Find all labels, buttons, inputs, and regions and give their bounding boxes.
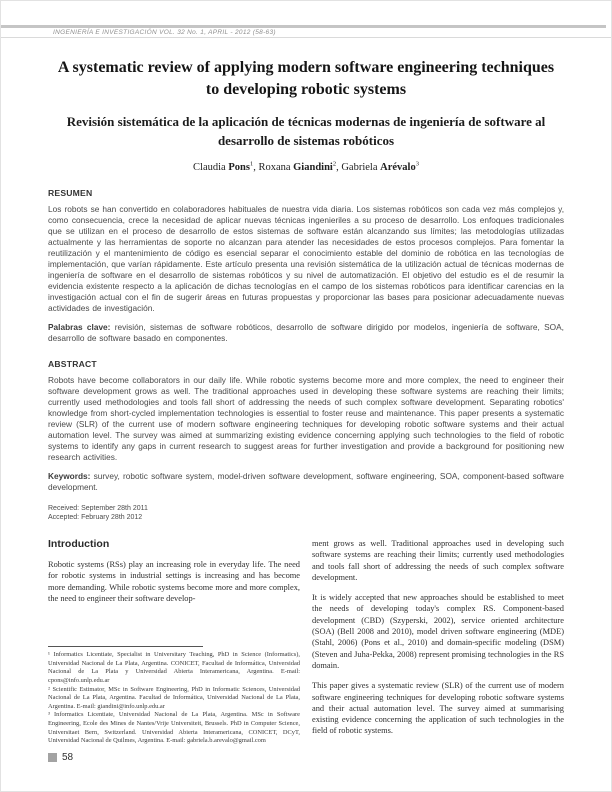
header-divider xyxy=(1,37,612,38)
author-given: Gabriela xyxy=(341,161,381,173)
author-surname: Arévalo xyxy=(380,161,416,173)
keywords xyxy=(48,471,564,493)
received-date: Received: September 28th 2011 xyxy=(48,504,148,512)
body-paragraph: This paper gives a systematic review (SLR) of the current use of modern software engineering techniques for developing robotic software systems and their actual automation level. The survey aimed at summarising existing evidence concerning the application of such technologies in the field of robotic systems. xyxy=(312,681,564,736)
resumen-body: Los robots se han convertido en colaboradores habituales de nuestra vida diaria. Los sistemas robóticos son cada vez más complejos y, como consecuencia, crece la necesidad de aplicar nuevas técnicas ingenieriles a su proceso de desarrollo. Los enfoques tradicionales que se utilizan en el proceso de desarrollo de estos sistemas de software están alcanzando sus límites; las metodologías utilizadas actualmente y las herramientas de soporte no alcanzan para atender las necesidades de estos procesos complejos. Para fomentar la reutilización y el mantenimiento de código es esencial separar el conocimiento estable del dominio de robótica en las tecnologías de implementación, que varían rápidamente. Este artículo presenta una revisión sistemática de la utilización actual de técnicas modernas de ingeniería de software en el desarrollo de sistemas robóticos y su nivel de automatización. El objetivo del estudio es el de resumir la evidencia existente respecto a la aplicación de dichas tecnologías en el campo de los sistemas robóticos para identificar carencias en la investigación actual con el fin de sugerir áreas en futuras propuestas y proporcionar las bases para posicionar adecuadamente nuevas actividades de investigación. xyxy=(48,203,564,313)
resumen-heading: RESUMEN xyxy=(48,187,93,198)
footnote-divider xyxy=(48,646,203,647)
header-accent-bar xyxy=(1,25,606,28)
author-separator: , xyxy=(336,161,342,173)
accepted-date: Accepted: February 28th 2012 xyxy=(48,514,143,522)
body-paragraph: ment grows as well. Traditional approaches used in developing such software systems are reaching their limits; currently used methodologies and tools fall short of addressing the needs of such complex software development. xyxy=(312,538,564,582)
palabras-clave-label: Palabras clave: xyxy=(48,321,111,332)
author xyxy=(341,162,419,173)
authors-line xyxy=(48,160,564,173)
author xyxy=(258,162,341,173)
body-paragraph: It is widely accepted that new approaches should be established to meet the needs of developing today's complex RS. Component-based development (CBD) (Szyperski, 2002), service oriented architecture (SOA) (Bell 2008 and 2010), model driven software engineering (MDE) (Stahl, 2006) (Pons et al., 2010) and domain-specific modeling (DSM) (Steven and Juha-Pekka, 2008) represent promising technologies in the RS domain. xyxy=(312,593,564,670)
footnote-2: ² Scientific Estimator, MSc in Software Engineering, PhD in Informatic Sciences, Universidad Nacional de La Plata, Argentina. Facultad de Informática, Universidad Nacional de La Plata, Argentina. E-mail: giandini@info.unlp.edu.ar xyxy=(48,685,300,710)
palabras-clave-list: revisión, sistemas de software robóticos, desarrollo de software dirigido por modelos, ingeniería de software, SOA, desarrollo de software basado en componentes. xyxy=(48,321,564,343)
author-footnote-marker: 1 xyxy=(249,160,254,168)
page-footer xyxy=(48,752,73,763)
author-given: Roxana xyxy=(258,161,294,173)
author-separator: , xyxy=(253,161,259,173)
author-footnote-marker: 2 xyxy=(332,160,337,168)
abstract-body: Robots have become collaborators in our daily life. While robotic systems become more and more complex, the need to engineer their software development grows as well. The traditional approaches used in developing these software systems are reaching their limits; currently used methodologies and tools fall short of addressing the needs of such complex software development. Separating robotics' knowledge from short-cycled implementation technologies is essential to foster reuse and maintenance. This paper presents a systematic review (SLR) of the current use of modern software engineering techniques for developing robotic software systems and their actual automation level. The survey was aimed at summarizing existing evidence concerning applying such technologies to the field of robotic systems to identify any gaps in current research to suggest areas for further investigation and provide a background for positioning new research activities. xyxy=(48,374,564,462)
author xyxy=(193,162,258,173)
introduction-paragraph: Robotic systems (RSs) play an increasing role in everyday life. The need for robotic systems in industrial settings is increasing and has become more demanding. While robotic systems become more and more complex, the need to engineer their software develop- xyxy=(48,559,300,603)
author-footnote-marker: 3 xyxy=(415,160,419,168)
page-content xyxy=(1,1,611,746)
author-surname: Giandini xyxy=(293,161,333,173)
palabras-clave xyxy=(48,322,564,344)
page-number: 58 xyxy=(62,752,74,763)
body-columns xyxy=(48,538,564,746)
column-left xyxy=(48,538,300,746)
footnote-3: ³ Informatics Licentiate, Universidad Nacional de La Plata, Argentina. MSc in Software Engineering, Ecole des Mines de Nantes/Vrije Universiteit, Brussels. PhD in Computer Science, Universitaet Bern, Switzerland. Universidad Abierta Interamericana, CONICET, DCyT, Universidad Nacional de Quilmes, Argentina. E-mail: gabriela.b.arevalo@gmail.com xyxy=(48,711,300,745)
footnote-1: ¹ Informatics Licentiate, Specialist in Universitary Teaching, PhD in Science (Informatics), Universidad Nacional de La Plata, Argentina. CONICET, Facultad de Informática, Universidad Nacional de La Plata y Universidad Abierta Interamericana, Argentina. E-mail: cpons@info.unlp.edu.ar xyxy=(48,651,300,684)
footnotes-block xyxy=(48,646,300,746)
article-title-en: A systematic review of applying modern software engineering techniques to developing robotic systems xyxy=(57,59,555,99)
abstract-heading: ABSTRACT xyxy=(48,358,97,369)
page-number-square-icon xyxy=(48,753,57,762)
keywords-list: survey, robotic software system, model-driven software development, software engineering, SOA, component-based software development. xyxy=(48,470,564,492)
introduction-heading: Introduction xyxy=(48,537,110,550)
keywords-label: Keywords: xyxy=(48,470,91,481)
article-dates xyxy=(48,504,564,523)
author-surname: Pons xyxy=(228,161,250,173)
article-title-es: Revisión sistemática de la aplicación de técnicas modernas de ingeniería de software al desarrollo de sistemas robóticos xyxy=(66,113,546,148)
column-right xyxy=(312,538,564,746)
author-given: Claudia xyxy=(193,161,229,173)
running-head: INGENIERÍA E INVESTIGACIÓN VOL. 32 No. 1, APRIL - 2012 (58-63) xyxy=(53,29,276,36)
